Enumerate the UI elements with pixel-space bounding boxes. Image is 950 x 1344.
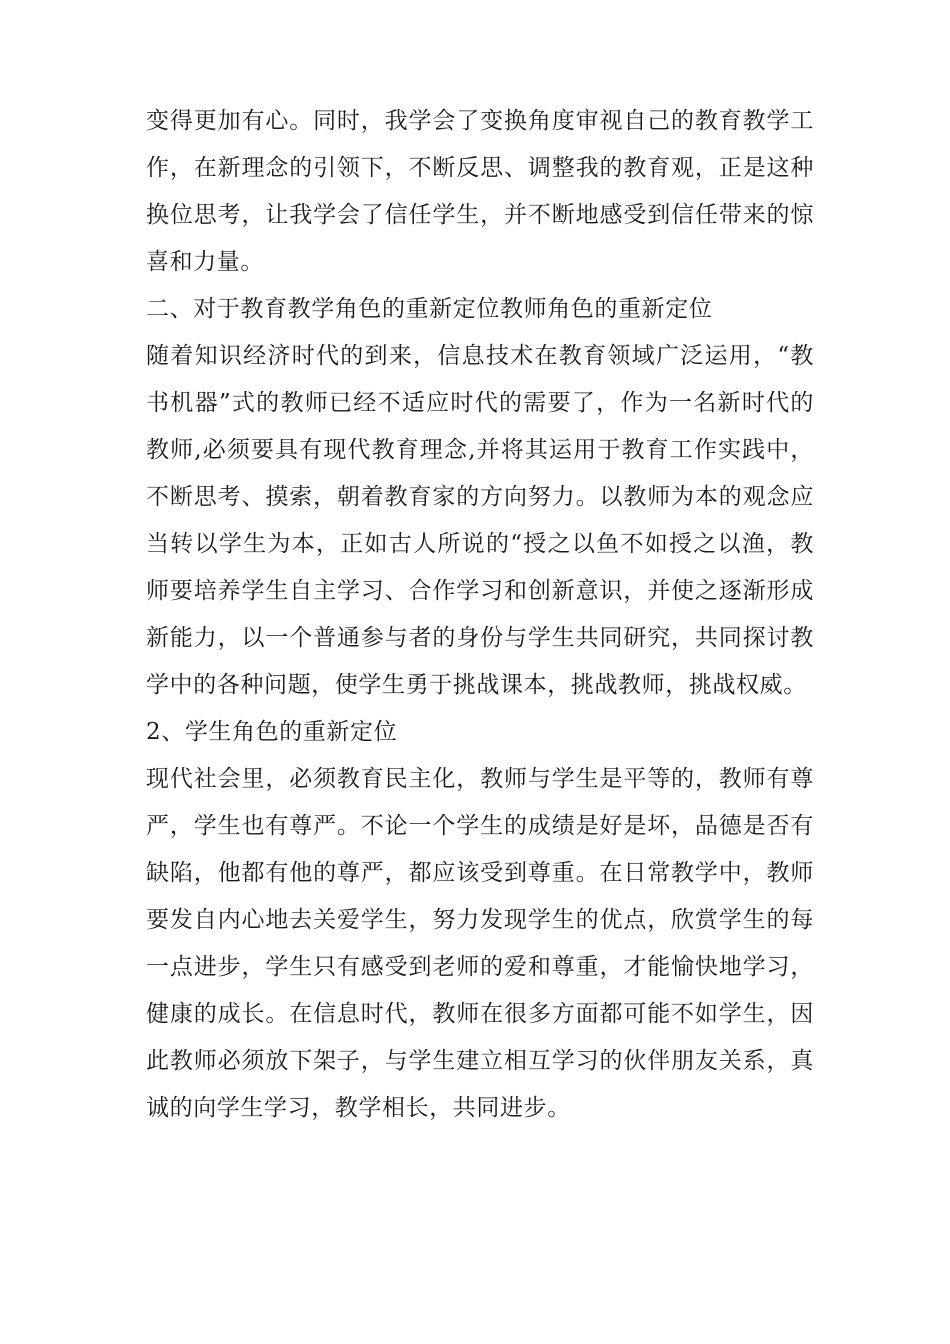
document-body — [146, 98, 814, 1132]
paragraph-intro-continuation: 变得更加有心。同时，我学会了变换角度审视自己的教育教学工作，在新理念的引领下，不断反思、调整我的教育观，正是这种换位思考，让我学会了信任学生，并不断地感受到信任带来的惊喜和力量。 — [146, 108, 814, 275]
section-heading-role-redefinition: 二、对于教育教学角色的重新定位教师角色的重新定位 — [146, 296, 713, 322]
paragraph-student-role: 现代社会里，必须教育民主化，教师与学生是平等的，教师有尊严，学生也有尊严。不论一个学生的成绩是好是坏，品德是否有缺陷，他都有他的尊严，都应该受到尊重。在日常教学中，教师要发自内心地去关爱学生，努力发现学生的优点，欣赏学生的每一点进步，学生只有感受到老师的爱和尊重，才能愉快地学习，健康的成长。在信息时代，教师在很多方面都可能不如学生，因此教师必须放下架子，与学生建立相互学习的伙伴朋友关系，真诚的向学生学习，教学相长，共同进步。 — [146, 766, 814, 1121]
paragraph-teacher-role: 随着知识经济时代的到来，信息技术在教育领域广泛运用，“教书机器”式的教师已经不适应时代的需要了，作为一名新时代的教师,必须要具有现代教育理念,并将其运用于教育工作实践中，不断思考、摸索，朝着教育家的方向努力。以教师为本的观念应当转以学生为本，正如古人所说的“授之以鱼不如授之以渔，教师要培养学生自主学习、合作学习和创新意识，并使之逐渐形成新能力，以一个普通参与者的身份与学生共同研究，共同探讨教学中的各种问题，使学生勇于挑战课本，挑战教师，挑战权威。 — [146, 343, 814, 698]
section-heading-student-role: 2、学生角色的重新定位 — [146, 719, 398, 745]
